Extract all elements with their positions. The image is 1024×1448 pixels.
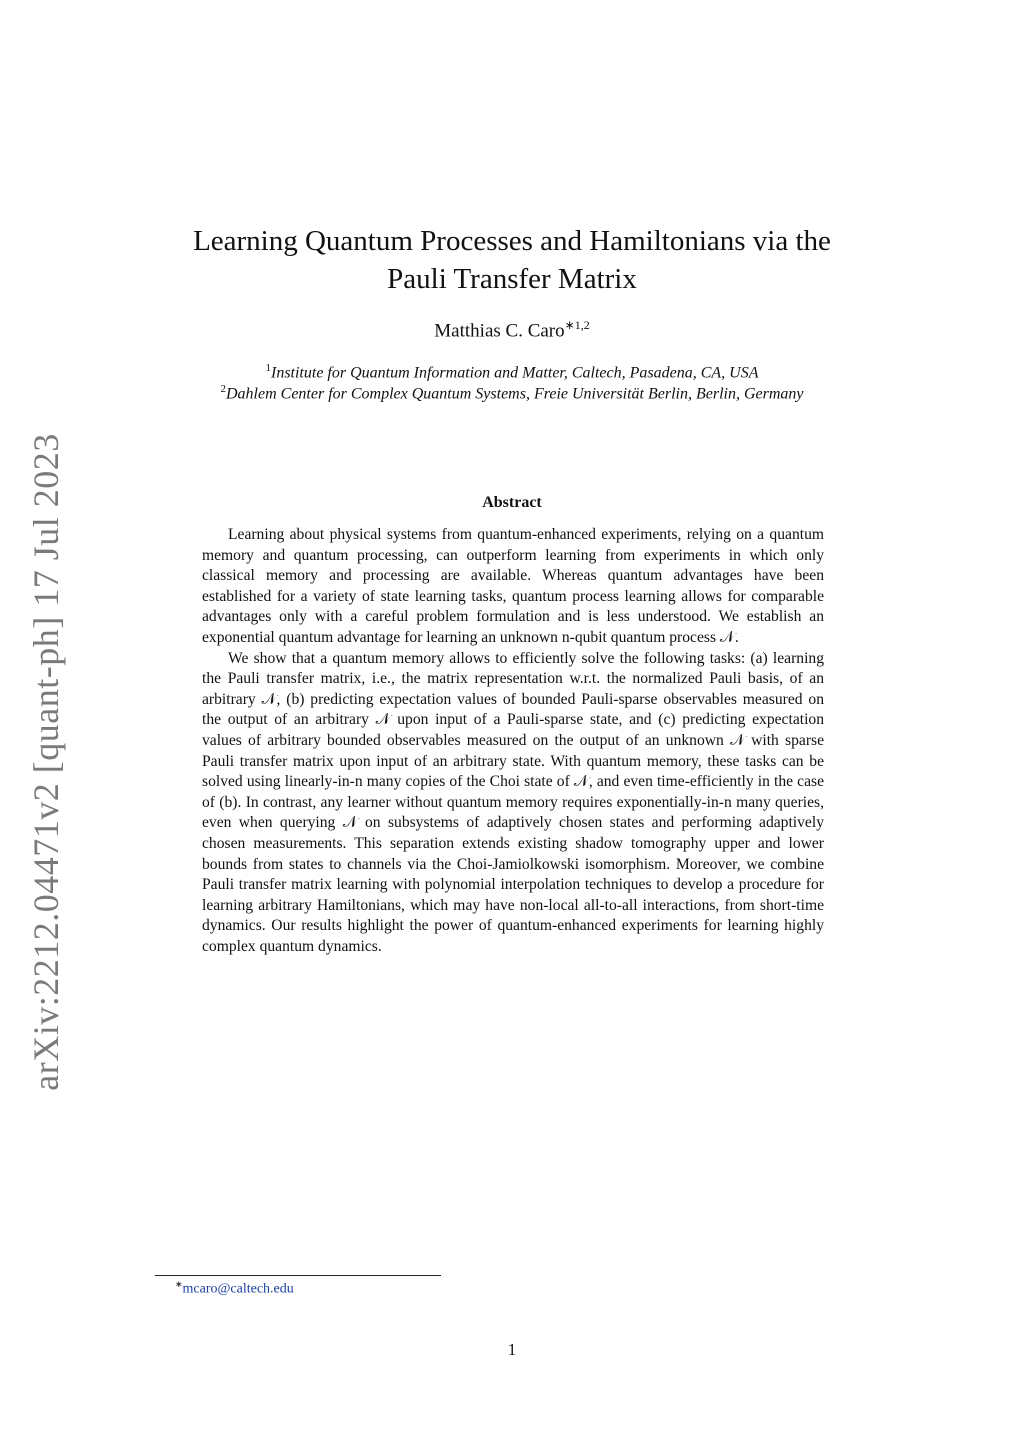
author-name: Matthias C. Caro — [434, 320, 565, 342]
paper-title — [0, 222, 1024, 298]
affiliation-2-text: Dahlem Center for Complex Quantum Systems, Freie Universität Berlin, Berlin, Germany — [225, 385, 804, 403]
affiliation-1-mark: 1 — [265, 362, 271, 374]
abstract-paragraph-2: We show that a quantum memory allows to efficiently solve the following tasks: (a) learning the Pauli transfer matrix, i.e., the matrix representation w.r.t. the normalized Pauli basis, of an arbitrary 𝒩, (b) predicting expectation values of bounded Pauli-sparse observables measured on the output of an arbitrary 𝒩 upon input of a Pauli-sparse state, and (c) predicting expectation values of arbitrary bounded observables measured on the output of an unknown 𝒩 with sparse Pauli transfer matrix upon input of an arbitrary state. With quantum memory, these tasks can be solved using linearly-in-n many copies of the Choi state of 𝒩, and even time-efficiently in the case of (b). In contrast, any learner without quantum memory requires exponentially-in-n many queries, even when querying 𝒩 on subsystems of adaptively chosen states and performing adaptively chosen measurements. This separation extends existing shadow tomography upper and lower bounds from states to channels via the Choi-Jamiolkowski isomorphism. Moreover, we combine Pauli transfer matrix learning with polynomial interpolation techniques to develop a procedure for learning arbitrary Hamiltonians, which may have non-local all-to-all interactions, from short-time dynamics. Our results highlight the power of quantum-enhanced experiments for learning highly complex quantum dynamics. — [202, 649, 824, 955]
paper-title-line-2: Pauli Transfer Matrix — [387, 263, 637, 295]
abstract-body — [202, 525, 824, 957]
footnote-divider — [155, 1275, 441, 1276]
footnote — [175, 1279, 294, 1298]
author-line — [0, 318, 1024, 342]
paper-title-line-1: Learning Quantum Processes and Hamiltonians via the — [193, 225, 831, 257]
arxiv-identifier-stamp: arXiv:2212.04471v2 [quant-ph] 17 Jul 2023 — [26, 433, 66, 1091]
footnote-mark: ∗ — [175, 1279, 183, 1289]
affiliation-1 — [0, 362, 1024, 382]
page-number: 1 — [507, 1340, 517, 1359]
footnote-email-link[interactable]: mcaro@caltech.edu — [182, 1281, 294, 1297]
affiliation-2 — [0, 383, 1024, 403]
author-marks: ∗1,2 — [564, 318, 590, 332]
abstract-paragraph-1: Learning about physical systems from quantum-enhanced experiments, relying on a quantum memory and quantum processing, can outperform learning from experiments in which only classical memory and processing are available. Whereas quantum advantages have been established for a variety of state learning tasks, quantum process learning allows for comparable advantages only with a careful problem formulation and is less understood. We establish an exponential quantum advantage for learning an unknown n-qubit quantum process 𝒩. — [202, 526, 824, 646]
affiliation-1-text: Institute for Quantum Information and Matter, Caltech, Pasadena, CA, USA — [270, 364, 759, 382]
abstract-heading: Abstract — [482, 494, 542, 511]
affiliation-2-mark: 2 — [220, 383, 226, 395]
